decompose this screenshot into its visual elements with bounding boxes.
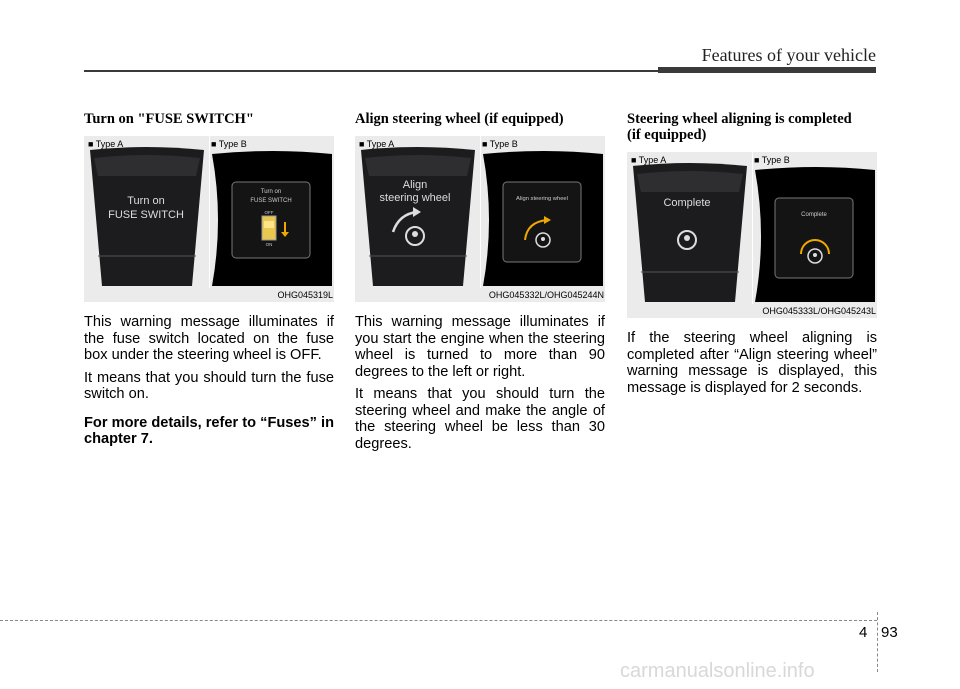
reference-note: For more details, refer to “Fuses” in chapter 7.	[84, 414, 334, 447]
type-b-label: ■ Type B	[482, 139, 518, 149]
switch-off-label: OFF	[264, 210, 274, 215]
figure-code: OHG045332L/OHG045244N	[488, 290, 604, 300]
figure-align-steering	[355, 136, 605, 302]
chapter-number: 4	[859, 624, 868, 641]
footer-rule	[0, 620, 877, 621]
section-aligning-complete	[627, 111, 877, 402]
footer-divider	[877, 612, 878, 672]
header-rule-accent	[658, 67, 876, 73]
section-title: Align steering wheel (if equipped)	[355, 111, 564, 127]
section-title-line1: Steering wheel aligning is completed	[627, 111, 852, 127]
section-align-steering	[355, 111, 605, 458]
type-a-text-line2: FUSE SWITCH	[108, 209, 184, 221]
type-a-text-line1: Turn on	[127, 195, 165, 207]
section-title: Turn on "FUSE SWITCH"	[84, 111, 254, 127]
paragraph: This warning message illuminates if the fuse switch located on the fuse box under the steering wheel is OFF.	[84, 314, 334, 363]
page-number: 93	[881, 624, 898, 641]
type-a-label: ■ Type A	[359, 139, 395, 149]
type-a-text-line1: Align	[402, 179, 428, 191]
type-b-text-line2: FUSE SWITCH	[250, 198, 292, 204]
figure-code: OHG045319L	[277, 290, 333, 300]
paragraph: It means that you should turn the fuse switch on.	[84, 369, 334, 402]
figure-aligning-complete	[627, 152, 877, 318]
type-a-text: Complete	[663, 197, 711, 209]
section-fuse-switch	[84, 111, 334, 454]
type-b-label: ■ Type B	[754, 155, 790, 165]
figure-code: OHG045333L/OHG045243L	[762, 306, 876, 316]
type-a-text-line2: steering wheel	[379, 192, 451, 204]
paragraph: If the steering wheel aligning is completed after “Align steering wheel” warning message is displayed, this message is displayed for 2 seconds.	[627, 330, 877, 396]
switch-on-label: ON	[265, 242, 273, 247]
type-b-text: Complete	[801, 212, 827, 218]
paragraph: This warning message illuminates if you start the engine when the steering wheel is turned to more than 90 degrees to the left or right.	[355, 314, 605, 380]
type-a-label: ■ Type A	[631, 155, 667, 165]
type-a-label: ■ Type A	[88, 139, 124, 149]
section-title	[627, 111, 877, 143]
type-b-text: Align steering wheel	[516, 196, 568, 202]
watermark: carmanualsonline.info	[620, 660, 815, 682]
running-header: Features of your vehicle	[701, 45, 876, 65]
section-title-line2: (if equipped)	[627, 127, 707, 143]
paragraph: It means that you should turn the steering wheel and make the angle of the steering wheel be less than 30 degrees.	[355, 386, 605, 452]
type-b-text-line1: Turn on	[260, 189, 282, 195]
figure-fuse-switch	[84, 136, 334, 302]
type-b-label: ■ Type B	[211, 139, 247, 149]
